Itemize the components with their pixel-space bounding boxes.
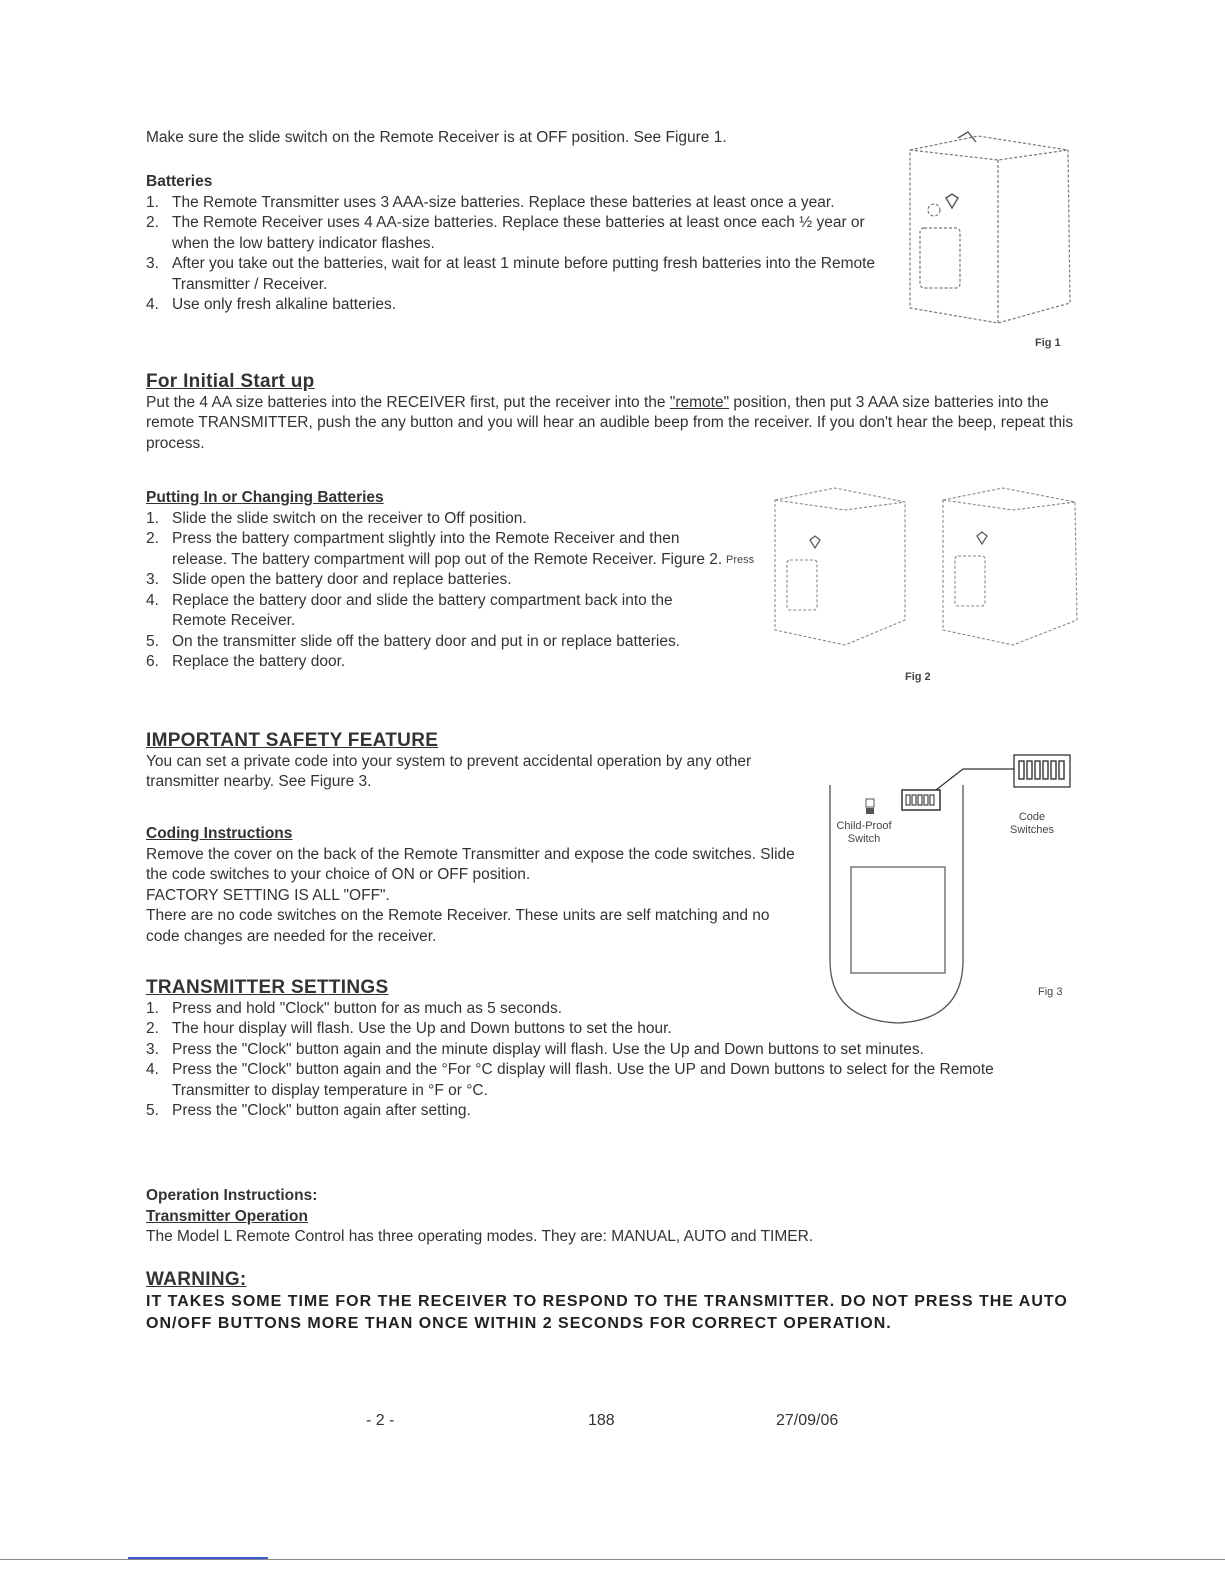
figure-1-receiver-illustration: [898, 128, 1088, 353]
item-number: 3.: [146, 255, 159, 272]
coding-text-3: There are no code switches on the Remote Receiver. These units are self matching and no code changes are needed for the receiver.: [146, 907, 770, 945]
operation-heading: Operation Instructions:: [146, 1187, 318, 1204]
remote-term: "remote": [669, 393, 730, 411]
list-item: [146, 193, 896, 214]
fig3-label: Fig 3: [1038, 986, 1063, 998]
list-item: [146, 1019, 1066, 1040]
figure-2-illustration: [765, 480, 1085, 660]
item-number: 2.: [146, 214, 159, 231]
initial-start-section: [146, 372, 1076, 454]
list-item: [146, 295, 896, 316]
item-number: 2.: [146, 530, 159, 547]
intro-text: Make sure the slide switch on the Remote Receiver is at OFF position. See Figure 1.: [146, 129, 727, 146]
item-text: The hour display will flash. Use the Up and Down buttons to set the hour.: [172, 1020, 672, 1037]
safety-section: [146, 731, 826, 793]
item-text: Press the "Clock" button again and the °For °C display will flash. Use the UP and Down buttons to select for the Remote Transmitter to display temperature in °F or °C.: [172, 1061, 994, 1099]
batteries-heading: Batteries: [146, 173, 213, 190]
item-text: On the transmitter slide off the battery door and put in or replace batteries.: [172, 632, 681, 650]
changing-batteries-section: [146, 488, 796, 673]
safety-heading: IMPORTANT SAFETY FEATURE: [146, 730, 439, 751]
coding-heading: Coding Instructions: [146, 825, 293, 842]
list-item: [146, 509, 796, 530]
item-text: Press the "Clock" button again and the minute display will flash. Use the Up and Down buttons to set minutes.: [172, 1040, 924, 1058]
initial-start-text-a: Put the 4 AA size batteries into the RECEIVER first, put the receiver into the: [146, 393, 670, 411]
item-text: Press the "Clock" button again after setting.: [172, 1102, 471, 1119]
warning-text: IT TAKES SOME TIME FOR THE RECEIVER TO RESPOND TO THE TRANSMITTER. DO NOT PRESS THE AUTO ON/OFF BUTTONS MORE THAN ONCE WITHIN 2 SECONDS FOR CORRECT OPERATION.: [146, 1292, 1068, 1332]
coding-text-1: Remove the cover on the back of the Remote Transmitter and expose the code switches. Slide the code switches to your choice of ON or OFF position.: [146, 845, 795, 883]
item-number: 3.: [146, 1040, 159, 1058]
fig1-label: Fig 1: [1035, 337, 1061, 349]
transmitter-settings-section: [146, 978, 1066, 1122]
item-number: 3.: [146, 571, 159, 588]
safety-text: You can set a private code into your system to prevent accidental operation by any other transmitter nearby. See Figure 3.: [146, 752, 752, 790]
item-text: Press the battery compartment slightly into the Remote Receiver and then release. The battery compartment will pop out of the Remote Receiver. Figure 2.: [172, 530, 723, 568]
changing-heading: Putting In or Changing Batteries: [146, 489, 384, 506]
item-number: 4.: [146, 296, 159, 313]
transmitter-settings-heading: TRANSMITTER SETTINGS: [146, 977, 389, 998]
item-text: Replace the battery door.: [172, 653, 346, 670]
item-number: 5.: [146, 632, 159, 650]
operation-text: The Model L Remote Control has three operating modes. They are: MANUAL, AUTO and TIMER.: [146, 1228, 814, 1245]
item-number: 4.: [146, 1061, 159, 1078]
list-item: [146, 254, 896, 295]
code-switches-label: Code Switches: [1009, 811, 1055, 836]
list-item: [146, 999, 1066, 1020]
list-item: [146, 570, 796, 591]
bottom-rule: [0, 1559, 1225, 1560]
transmitter-operation-subheading: Transmitter Operation: [146, 1207, 308, 1225]
list-item: [146, 632, 796, 653]
item-number: 6.: [146, 653, 159, 670]
item-number: 4.: [146, 591, 159, 609]
warning-section: [146, 1270, 1086, 1335]
list-item: [146, 652, 796, 673]
item-text: Use only fresh alkaline batteries.: [172, 296, 397, 313]
document-date: 27/09/06: [776, 1412, 839, 1429]
list-item: [146, 591, 712, 632]
list-item: [146, 213, 896, 254]
child-proof-switch-label: Child-Proof Switch: [836, 820, 892, 845]
initial-start-text: [146, 393, 1076, 455]
item-number: 1.: [146, 999, 159, 1017]
item-text: Replace the battery door and slide the battery compartment back into the Remote Receiver.: [172, 591, 673, 629]
initial-start-text-b: position, then put 3 AAA size batteries into the remote TRANSMITTER, push the any button and you will hear an audible beep from the receiver. If you don't hear the beep, repeat this process.: [146, 393, 1074, 452]
document-number: 188: [588, 1412, 615, 1429]
list-item: [146, 529, 732, 570]
item-number: 1.: [146, 193, 159, 211]
initial-start-heading: For Initial Start up: [146, 371, 315, 392]
batteries-section: [146, 172, 896, 316]
item-text: Press and hold "Clock" button for as much as 5 seconds.: [172, 999, 563, 1017]
operation-section: [146, 1186, 1066, 1248]
item-text: Slide the slide switch on the receiver to Off position.: [172, 509, 527, 527]
item-number: 1.: [146, 509, 159, 527]
page-number: - 2 -: [366, 1412, 395, 1429]
item-text: The Remote Receiver uses 4 AA-size batteries. Replace these batteries at least once each ½ year or when the low battery indicator flashes.: [172, 214, 865, 252]
item-text: After you take out the batteries, wait for at least 1 minute before putting fresh batteries into the Remote Transmitter / Receiver.: [172, 255, 876, 293]
item-text: Slide open the battery door and replace batteries.: [172, 571, 512, 588]
list-item: [146, 1101, 1066, 1122]
item-number: 2.: [146, 1020, 159, 1037]
item-number: 5.: [146, 1102, 159, 1119]
fig2-label: Fig 2: [905, 671, 931, 683]
coding-text-2: FACTORY SETTING IS ALL "OFF".: [146, 886, 390, 904]
list-item: [146, 1040, 1007, 1061]
press-label: Press: [726, 554, 755, 566]
list-item: [146, 1060, 1066, 1101]
warning-heading: WARNING:: [146, 1269, 247, 1290]
bottom-rule-accent: [128, 1557, 268, 1559]
item-text: The Remote Transmitter uses 3 AAA-size batteries. Replace these batteries at least once a year.: [172, 193, 835, 211]
coding-section: [146, 824, 806, 947]
